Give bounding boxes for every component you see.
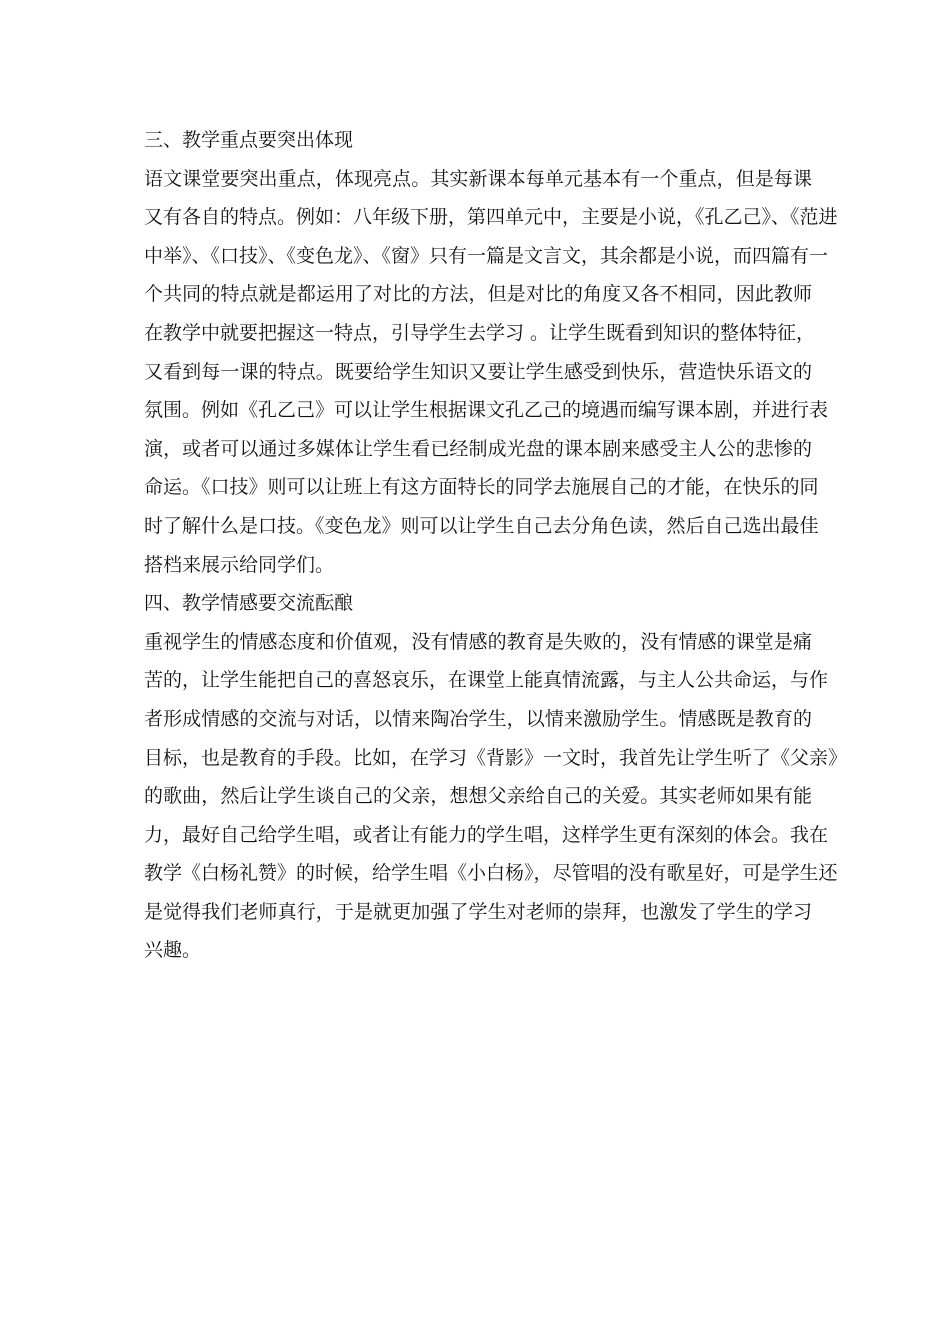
paragraph-line: 教学《白杨礼赞》的时候，给学生唱《小白杨》，尽管唱的没有歌星好，可是学生还 <box>144 862 838 885</box>
section-3-paragraph <box>144 161 838 586</box>
paragraph-line: 氛围。例如《孔乙己》可以让学生根据课文孔乙己的境遇而编写课本剧，并进行表 <box>144 399 829 422</box>
paragraph-line: 个共同的特点就是都运用了对比的方法，但是对比的角度又各不相同，因此教师 <box>144 283 812 306</box>
section-4-paragraph <box>144 624 848 971</box>
paragraph-line: 语文课堂要突出重点，体现亮点。其实新课本每单元基本有一个重点，但是每课 <box>144 167 812 190</box>
paragraph-line: 在教学中就要把握这一特点，引导学生去学习 。让学生既看到知识的整体特征， <box>144 321 816 344</box>
paragraph-line: 又看到每一课的特点。既要给学生知识又要让学生感受到快乐，营造快乐语文的 <box>144 360 812 383</box>
paragraph-line: 者形成情感的交流与对话，以情来陶冶学生，以情来激励学生。情感既是教育的 <box>144 707 812 730</box>
paragraph-line: 中举》、《口技》、《变色龙》、《窗》只有一篇是文言文，其余都是小说，而四篇有一 <box>144 244 829 267</box>
section-3-heading: 三、教学重点要突出体现 <box>144 129 354 151</box>
paragraph-line: 力，最好自己给学生唱，或者让有能力的学生唱，这样学生更有深刻的体会。我在 <box>144 823 829 846</box>
paragraph-line: 搭档来展示给同学们。 <box>144 553 335 576</box>
paragraph-line: 时了解什么是口技。《变色龙》则可以让学生自己去分角色读，然后自己选出最佳 <box>144 514 819 537</box>
paragraph-line: 目标，也是教育的手段。比如，在学习《背影》一文时，我首先让学生听了《父亲》 <box>144 746 848 769</box>
paragraph-line: 是觉得我们老师真行，于是就更加强了学生对老师的崇拜，也激发了学生的学习 <box>144 900 812 923</box>
paragraph-line: 的歌曲，然后让学生谈自己的父亲，想想父亲给自己的关爱。其实老师如果有能 <box>144 785 812 808</box>
section-4-heading: 四、教学情感要交流酝酿 <box>144 592 354 615</box>
paragraph-line: 又有各自的特点。例如：八年级下册，第四单元中，主要是小说，《孔乙己》、《范进 <box>144 206 838 229</box>
paragraph-line: 命运。《口技》则可以让班上有这方面特长的同学去施展自己的才能，在快乐的同 <box>144 476 819 499</box>
paragraph-line: 苦的，让学生能把自己的喜怒哀乐，在课堂上能真情流露，与主人公共命运，与作 <box>144 669 829 692</box>
paragraph-line: 重视学生的情感态度和价值观，没有情感的教育是失败的，没有情感的课堂是痛 <box>144 630 812 653</box>
paragraph-line: 兴趣。 <box>144 939 202 962</box>
document-body <box>144 122 848 971</box>
paragraph-line: 演，或者可以通过多媒体让学生看已经制成光盘的课本剧来感受主人公的悲惨的 <box>144 437 812 460</box>
